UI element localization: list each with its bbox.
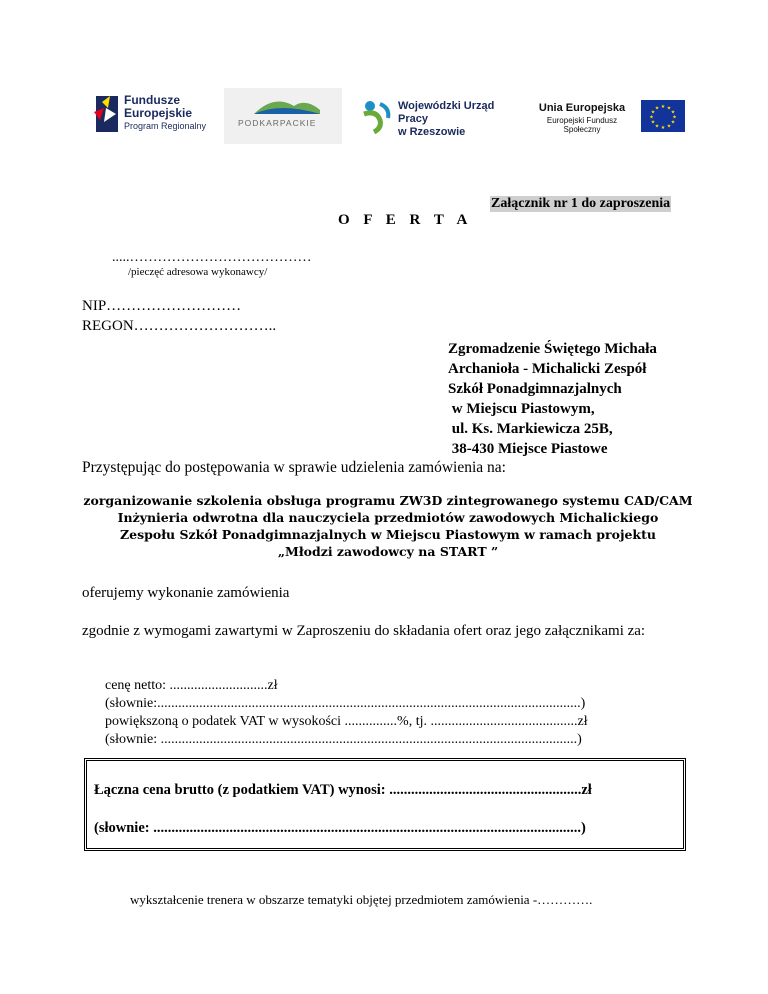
trainer-education-field[interactable]: wykształcenie trenera w obszarze tematyki objętej przedmiotem zamówienia -…………. bbox=[130, 892, 593, 907]
wup-figure-icon bbox=[360, 98, 396, 134]
svg-text:★: ★ bbox=[649, 114, 654, 121]
svg-text:★: ★ bbox=[672, 114, 677, 121]
svg-text:★: ★ bbox=[670, 109, 676, 116]
eu-flag-icon bbox=[641, 100, 685, 132]
gross-price-field[interactable]: Łączna cena brutto (z podatkiem VAT) wynosi: .....................................................zł bbox=[94, 782, 592, 798]
subject-line-1: zorganizowanie szkolenia obsługa programu ZW3D zintegrowanego systemu CAD/CAM bbox=[83, 493, 693, 508]
svg-text:★: ★ bbox=[666, 105, 672, 112]
recipient-address: Zgromadzenie Świętego Michała Archanioła - Michalicki Zespół Szkół Ponadgimnazjalnych w Miejscu Piastowym, ul. Ks. Markiewicza 25B, 38-430 Miejsce Piastowe bbox=[448, 341, 657, 457]
wup-line1: Wojewódzki Urząd Pracy bbox=[398, 100, 495, 125]
fundusze-line1: Fundusze bbox=[124, 93, 180, 107]
subject-line-2: Inżynieria odwrotna dla nauczyciela przedmiotów zawodowych Michalickiego bbox=[117, 510, 659, 525]
fundusze-europejskie-logo bbox=[90, 92, 210, 140]
gross-total-box bbox=[84, 758, 686, 851]
svg-text:★: ★ bbox=[650, 119, 656, 126]
ue-line2: Europejski Fundusz Społeczny bbox=[546, 116, 618, 134]
net-price-words-field[interactable]: (słownie:.........................................................................................................................) bbox=[105, 696, 586, 711]
podkarpackie-label: PODKARPACKIE bbox=[238, 118, 317, 128]
order-subject bbox=[82, 492, 694, 560]
fundusze-line3: Program Regionalny bbox=[124, 121, 207, 131]
fundusze-line2: Europejskie bbox=[124, 106, 193, 120]
net-price-field[interactable]: cenę netto: ............................zł bbox=[105, 678, 278, 693]
nip-field[interactable]: NIP……………………… bbox=[82, 298, 242, 314]
svg-text:★: ★ bbox=[660, 104, 666, 110]
regon-field[interactable]: REGON……………………….. bbox=[82, 318, 277, 334]
contractor-stamp-label: /pieczęć adresowa wykonawcy/ bbox=[128, 266, 268, 278]
svg-text:★: ★ bbox=[650, 109, 656, 116]
unia-europejska-logo bbox=[537, 98, 687, 138]
contractor-stamp-field[interactable]: .....………………………………… bbox=[112, 250, 312, 265]
price-section bbox=[105, 677, 588, 749]
subject-line-3: Zespołu Szkół Ponadgimnazjalnych w Miejscu Piastowym w ramach projektu bbox=[120, 527, 656, 542]
podkarpackie-hills-icon bbox=[224, 88, 342, 118]
podkarpackie-logo bbox=[224, 88, 342, 144]
attachment-label: Załącznik nr 1 do zaproszenia bbox=[491, 196, 671, 211]
joining-statement: Przystępując do postępowania w sprawie udzielenia zamówienia na: bbox=[82, 459, 506, 476]
page-title: O F E R T A bbox=[338, 212, 473, 228]
wup-rzeszow-logo bbox=[360, 96, 520, 136]
offer-statement: oferujemy wykonanie zamówienia bbox=[82, 585, 290, 601]
wup-line2: w Rzeszowie bbox=[398, 126, 466, 138]
svg-text:★: ★ bbox=[654, 123, 660, 130]
svg-text:★: ★ bbox=[670, 119, 676, 126]
vat-words-field[interactable]: (słownie: .......................................................................................................................) bbox=[105, 732, 582, 747]
subject-line-4: „Młodzi zawodowcy na START ” bbox=[277, 544, 499, 559]
ue-line1: Unia Europejska bbox=[538, 102, 626, 114]
compliance-statement: zgodnie z wymogami zawartymi w Zaproszeniu do składania ofert oraz jego załącznikami za: bbox=[82, 623, 646, 639]
svg-text:★: ★ bbox=[666, 123, 672, 130]
fundusze-star-icon bbox=[90, 92, 122, 136]
vat-field[interactable]: powiększoną o podatek VAT w wysokości ...............%, tj. ..........................................zł bbox=[105, 714, 588, 729]
svg-text:★: ★ bbox=[660, 125, 666, 131]
gross-price-words-field[interactable]: (słownie: ......................................................................................................................) bbox=[94, 820, 586, 836]
svg-text:★: ★ bbox=[654, 105, 660, 112]
